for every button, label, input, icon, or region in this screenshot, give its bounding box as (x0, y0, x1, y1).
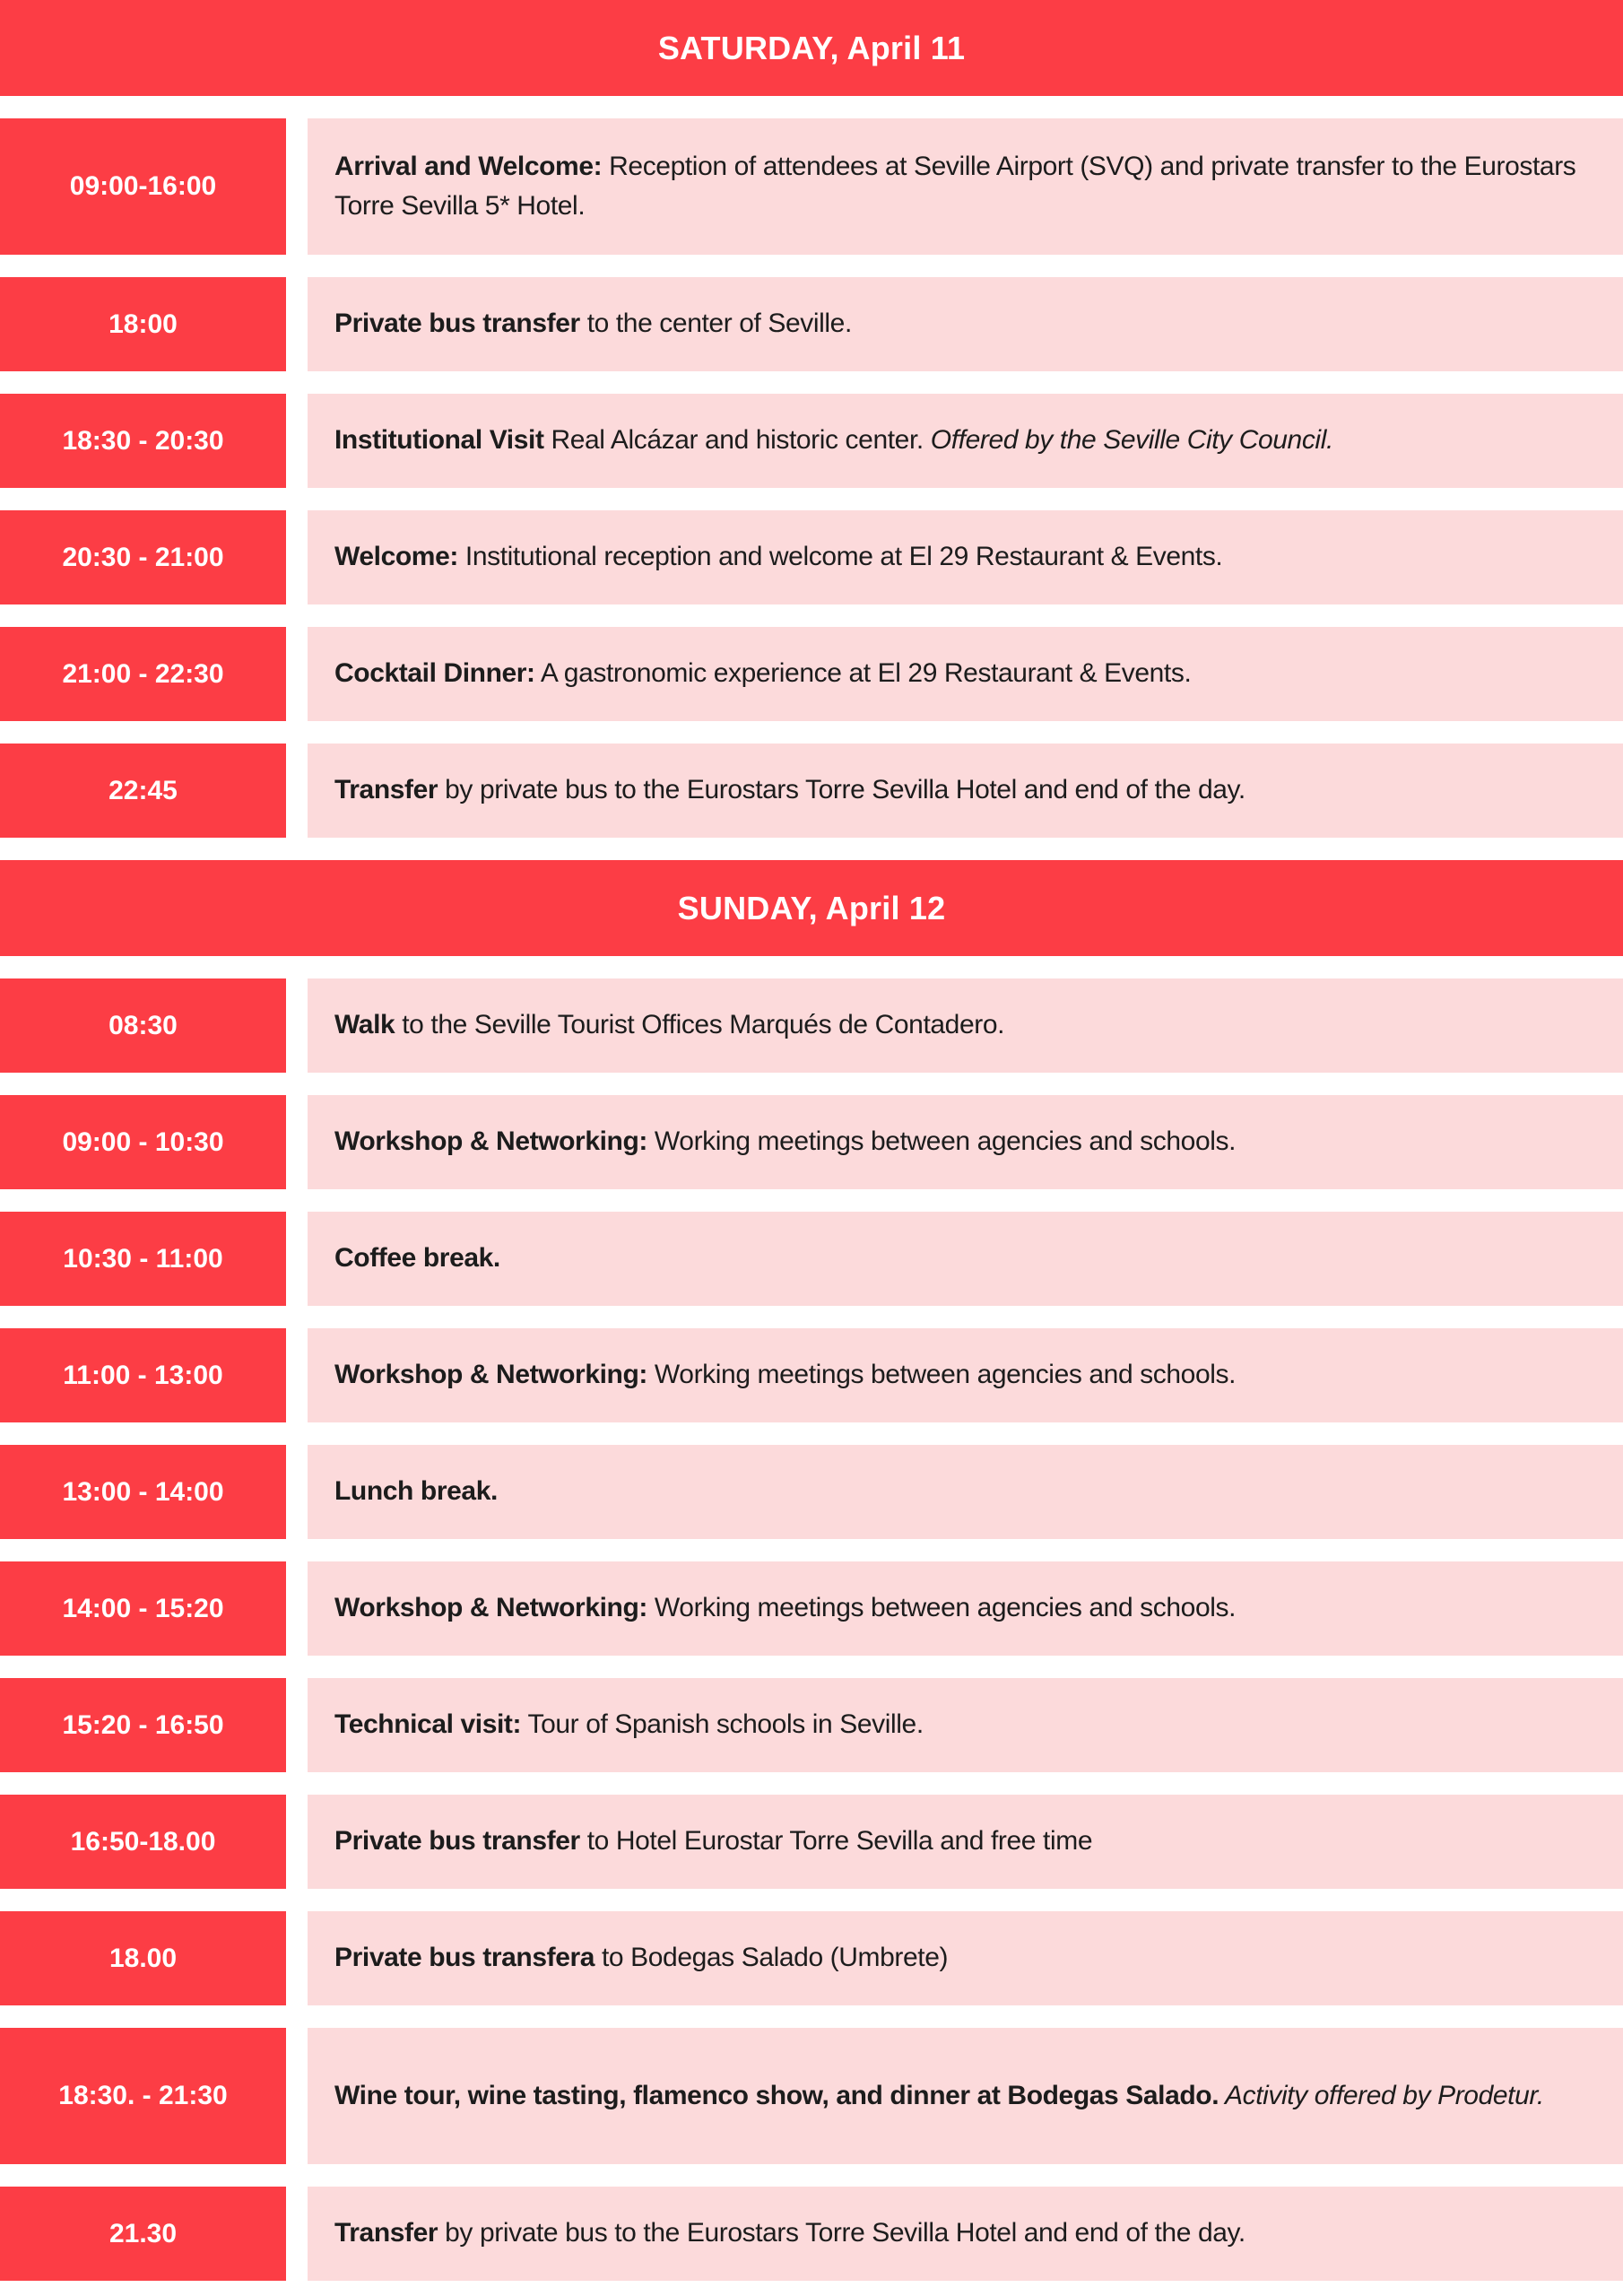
description-segment: Lunch break. (334, 1476, 498, 1507)
description-text (334, 421, 1333, 460)
description-segment: Workshop & Networking: (334, 1126, 647, 1157)
schedule-row (0, 1095, 1623, 1189)
description-text (334, 1239, 500, 1278)
description-text (334, 304, 852, 344)
description-segment: Activity offered by Prodetur. (1219, 2080, 1544, 2110)
description-segment: to Bodegas Salado (Umbrete) (595, 1943, 949, 1973)
description-text (334, 537, 1222, 577)
description-segment: Technical visit: (334, 1709, 522, 1740)
schedule-row (0, 744, 1623, 838)
description-segment: Coffee break. (334, 1243, 500, 1274)
description-segment: Cocktail Dinner: (334, 658, 535, 689)
schedule-row (0, 1445, 1623, 1539)
description-text (334, 147, 1587, 226)
time-cell: 10:30 - 11:00 (0, 1212, 286, 1306)
description-segment: by private bus to the Eurostars Torre Sevilla Hotel and end of the day. (438, 2218, 1245, 2248)
description-segment: by private bus to the Eurostars Torre Sevilla Hotel and end of the day. (438, 775, 1245, 805)
description-segment: A gastronomic experience at El 29 Restaurant & Events. (534, 658, 1192, 689)
description-text (334, 1355, 1236, 1395)
description-cell (308, 1795, 1623, 1889)
description-cell (308, 627, 1623, 721)
description-segment: Walk (334, 1010, 395, 1040)
description-text (334, 2076, 1544, 2116)
description-cell (308, 1328, 1623, 1422)
description-cell (308, 1678, 1623, 1772)
description-text (334, 654, 1191, 693)
description-text (334, 1588, 1236, 1628)
description-segment: Institutional Visit (334, 425, 544, 456)
schedule-row (0, 118, 1623, 255)
schedule-row (0, 1561, 1623, 1656)
description-text (334, 1705, 924, 1744)
schedule-row (0, 2187, 1623, 2281)
day-header: SATURDAY, April 11 (0, 0, 1623, 96)
time-cell: 21:00 - 22:30 (0, 627, 286, 721)
description-segment: Working meetings between agencies and schools. (647, 1593, 1237, 1623)
schedule-row (0, 1678, 1623, 1772)
description-segment: Reception of attendees at Seville Airport (SVQ) and private transfer to the Eurostars Torre Sevilla 5* Hotel. (334, 151, 1576, 221)
description-cell (308, 1911, 1623, 2005)
description-cell (308, 1095, 1623, 1189)
time-cell: 20:30 - 21:00 (0, 510, 286, 604)
description-segment: Private bus transfera (334, 1943, 595, 1973)
time-cell: 18.00 (0, 1911, 286, 2005)
time-cell: 21.30 (0, 2187, 286, 2281)
time-cell: 18:30. - 21:30 (0, 2028, 286, 2164)
description-cell (308, 1445, 1623, 1539)
description-cell (308, 744, 1623, 838)
description-text (334, 1938, 948, 1978)
description-segment: Offered by the Seville City Council. (930, 425, 1333, 456)
time-cell: 18:30 - 20:30 (0, 394, 286, 488)
time-cell: 11:00 - 13:00 (0, 1328, 286, 1422)
time-cell: 08:30 (0, 978, 286, 1073)
description-cell (308, 1212, 1623, 1306)
schedule-row (0, 2028, 1623, 2164)
description-segment: to Hotel Eurostar Torre Sevilla and free time (579, 1826, 1093, 1857)
description-segment: Private bus transfer (334, 1826, 580, 1857)
description-segment: Wine tour, wine tasting, flamenco show, and dinner at Bodegas Salado. (334, 2080, 1219, 2110)
description-segment: Working meetings between agencies and schools. (647, 1126, 1237, 1157)
description-segment: Transfer (334, 775, 438, 805)
description-segment: Institutional reception and welcome at El 29 Restaurant & Events. (457, 542, 1223, 572)
description-cell (308, 2028, 1623, 2164)
description-segment: Workshop & Networking: (334, 1360, 647, 1390)
description-segment: Workshop & Networking: (334, 1593, 647, 1623)
description-segment: Tour of Spanish schools in Seville. (521, 1709, 924, 1740)
time-cell: 22:45 (0, 744, 286, 838)
description-text (334, 2213, 1245, 2253)
schedule-row (0, 1795, 1623, 1889)
description-cell (308, 118, 1623, 255)
description-segment: Transfer (334, 2218, 438, 2248)
schedule-row (0, 1328, 1623, 1422)
schedule-row (0, 1212, 1623, 1306)
schedule-row (0, 978, 1623, 1073)
description-cell (308, 2187, 1623, 2281)
description-segment: Private bus transfer (334, 309, 580, 339)
description-cell (308, 978, 1623, 1073)
description-segment: Arrival and Welcome: (334, 151, 603, 181)
description-segment: Welcome: (334, 542, 458, 572)
description-cell (308, 510, 1623, 604)
description-cell (308, 394, 1623, 488)
time-cell: 14:00 - 15:20 (0, 1561, 286, 1656)
description-cell (308, 1561, 1623, 1656)
description-text (334, 1472, 498, 1511)
schedule-row (0, 627, 1623, 721)
description-text (334, 1822, 1092, 1861)
day-header: SUNDAY, April 12 (0, 860, 1623, 956)
description-text (334, 1005, 1004, 1045)
time-cell: 13:00 - 14:00 (0, 1445, 286, 1539)
time-cell: 18:00 (0, 277, 286, 371)
schedule-row (0, 394, 1623, 488)
schedule-row (0, 510, 1623, 604)
time-cell: 09:00-16:00 (0, 118, 286, 255)
schedule-row (0, 277, 1623, 371)
time-cell: 15:20 - 16:50 (0, 1678, 286, 1772)
description-segment: Working meetings between agencies and schools. (647, 1360, 1237, 1390)
schedule-row (0, 1911, 1623, 2005)
description-cell (308, 277, 1623, 371)
description-text (334, 770, 1245, 810)
description-segment: to the center of Seville. (579, 309, 852, 339)
time-cell: 16:50-18.00 (0, 1795, 286, 1889)
description-segment: to the Seville Tourist Offices Marqués de Contadero. (395, 1010, 1005, 1040)
description-segment: Real Alcázar and historic center. (543, 425, 931, 456)
description-text (334, 1122, 1236, 1161)
time-cell: 09:00 - 10:30 (0, 1095, 286, 1189)
